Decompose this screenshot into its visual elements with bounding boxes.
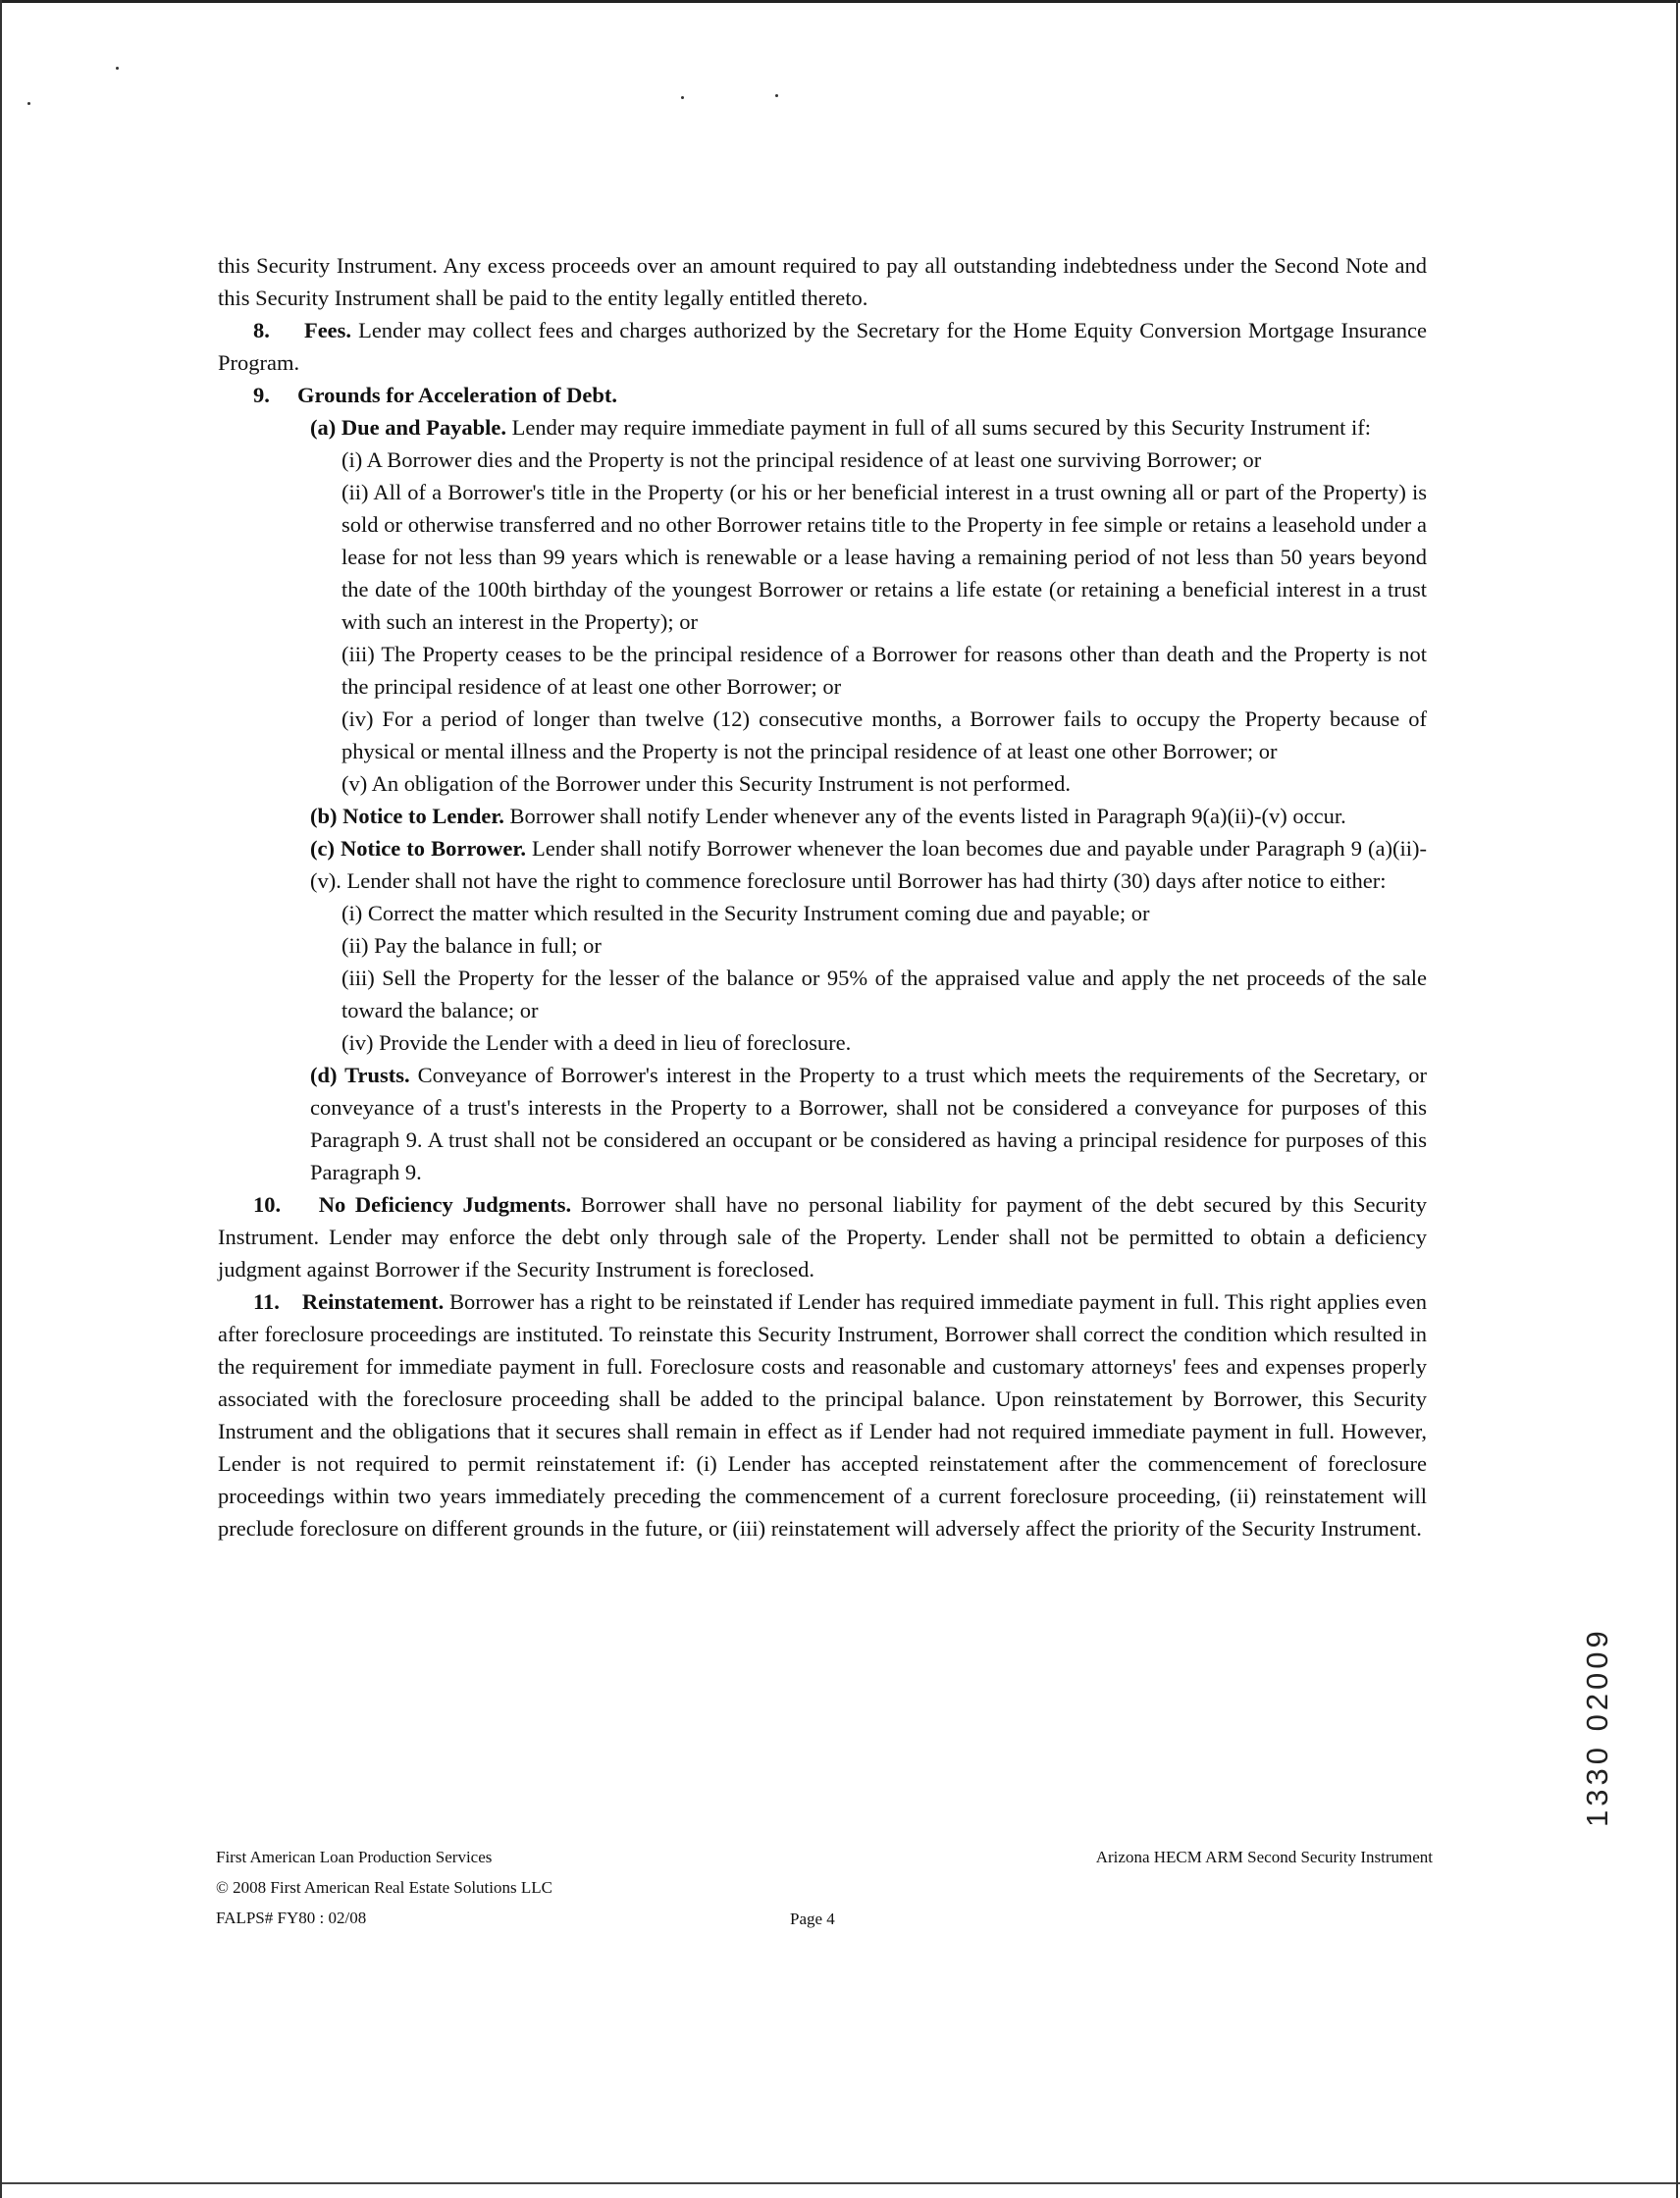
section-9c-text: Lender shall notify Borrower whenever the loan becomes due and payable under Paragraph 9 (a)(ii)-(v). Lender shall not have the right to commence foreclosure until Borrower has had thirty (30) days after notice to either: (310, 836, 1427, 893)
section-10-heading: No Deficiency Judgments. (318, 1192, 572, 1217)
section-11-heading: Reinstatement. (301, 1289, 445, 1314)
section-9 (218, 379, 1427, 411)
section-9c-heading: (c) Notice to Borrower. (310, 836, 526, 861)
scan-speck (775, 94, 778, 97)
section-9d-text: Conveyance of Borrower's interest in the Property to a trust which meets the requirements of the Secretary, or conveyance of a trust's interests in the Property to a Borrower, shall not be considered a conveyance for purposes of this Paragraph 9. A trust shall not be considered an occupant or be considered as having a principal residence for purposes of this Paragraph 9. (310, 1063, 1428, 1184)
section-9b-text: Borrower shall notify Lender whenever any of the events listed in Paragraph 9(a)(ii)-(v) occur. (509, 804, 1346, 828)
paragraph-continuation: this Security Instrument. Any excess proceeds over an amount required to pay all outstanding indebtedness under the Second Note and this Security Instrument shall be paid to the entity legally entitled thereto. (218, 253, 1427, 310)
section-11-text: Borrower has a right to be reinstated if Lender has required immediate payment in full. This right applies even after foreclosure proceedings are instituted. To reinstate this Security Instrument, Borrower shall correct the condition which resulted in the requirement for immediate payment in full. Foreclosure costs and reasonable and customary attorneys' fees and expenses properly associated with the foreclosure proceeding shall be added to the principal balance. Upon reinstatement by Borrower, this Security Instrument and the obligations that it secures shall remain in effect as if Lender had not required immediate payment in full. However, Lender is not required to permit reinstatement if: (i) Lender has accepted reinstatement after the commencement of foreclosure proceedings within two years immediately preceding the commencement of a current foreclosure proceeding, (ii) reinstatement will preclude foreclosure on different grounds in the future, or (iii) reinstatement will adversely affect the priority of the Security Instrument. (218, 1289, 1428, 1541)
section-9a-text: Lender may require immediate payment in full of all sums secured by this Security Instrument if: (511, 415, 1372, 440)
section-9a-item-ii: (ii) All of a Borrower's title in the Property (or his or her beneficial interest in a trust owning all or part of the Property) is sold or otherwise transferred and no other Borrower retains title to the Property in fee simple or retains a leasehold under a lease for not less than 99 years which is renewable or a lease having a remaining period of not less than 50 years beyond the date of the 100th birthday of the youngest Borrower or retains a life estate (or retaining a beneficial interest in a trust with such an interest in the Property); or (341, 480, 1427, 634)
footer-company: First American Loan Production Services (216, 1848, 493, 1866)
section-9c-item-iii: (iii) Sell the Property for the lesser of the balance or 95% of the appraised value and apply the net proceeds of the sale toward the balance; or (341, 966, 1427, 1022)
section-11-number: 11. (253, 1289, 280, 1314)
scan-border-right (1676, 0, 1678, 2198)
footer-doc-title: Arizona HECM ARM Second Security Instrument (1095, 1848, 1433, 1866)
section-9b-heading: (b) Notice to Lender. (310, 804, 504, 828)
section-8-text: Lender may collect fees and charges authorized by the Secretary for the Home Equity Conversion Mortgage Insurance Program. (218, 318, 1428, 375)
section-9a (218, 411, 1427, 444)
section-10-number: 10. (253, 1192, 282, 1217)
section-9a-heading: (a) Due and Payable. (310, 415, 507, 440)
section-8-heading: Fees. (303, 318, 352, 342)
section-9c (218, 832, 1427, 897)
section-9c-item-i: (i) Correct the matter which resulted in the Security Instrument coming due and payable; or (341, 901, 1150, 925)
scan-border-left (0, 0, 2, 2198)
recording-stamp: 1330 02009 (1580, 1627, 1614, 1827)
section-8-number: 8. (253, 318, 270, 342)
section-9-heading: Grounds for Acceleration of Debt. (297, 383, 618, 407)
section-9c-item-iv: (iv) Provide the Lender with a deed in lieu of foreclosure. (341, 1030, 852, 1055)
scan-speck (681, 96, 684, 99)
scan-speck (116, 67, 119, 70)
footer-copyright: © 2008 First American Real Estate Solutions LLC (216, 1878, 552, 1897)
section-9c-item-ii: (ii) Pay the balance in full; or (341, 933, 602, 958)
section-9d-heading: (d) Trusts. (310, 1063, 410, 1087)
section-9a-item-iii: (iii) The Property ceases to be the principal residence of a Borrower for reasons other than death and the Property is not the principal residence of at least one other Borrower; or (341, 642, 1427, 699)
section-11 (218, 1285, 1427, 1544)
section-9b (218, 800, 1427, 832)
document-body (218, 249, 1427, 1544)
scan-speck (27, 102, 30, 105)
section-9a-item-i: (i) A Borrower dies and the Property is not the principal residence of at least one surviving Borrower; or (341, 447, 1262, 472)
section-9a-item-iv: (iv) For a period of longer than twelve (12) consecutive months, a Borrower fails to occupy the Property because of physical or mental illness and the Property is not the principal residence of at least one other Borrower; or (341, 706, 1427, 763)
footer-page-number: Page 4 (790, 1910, 835, 1928)
footer-left (216, 1847, 726, 1938)
section-8 (218, 314, 1427, 379)
section-9a-item-v: (v) An obligation of the Borrower under this Security Instrument is not performed. (341, 771, 1071, 796)
footer-form-id: FALPS# FY80 : 02/08 (216, 1909, 367, 1927)
section-9d (218, 1059, 1427, 1188)
section-10 (218, 1188, 1427, 1285)
scan-border-top (0, 0, 1680, 3)
section-10-text: Borrower shall have no personal liability for payment of the debt secured by this Security Instrument. Lender may enforce the debt only through sale of the Property. Lender shall not be permitted to obtain a deficiency judgment against Borrower if the Security Instrument is foreclosed. (218, 1192, 1428, 1282)
scan-border-bottom (0, 2182, 1680, 2184)
section-9-number: 9. (253, 383, 270, 407)
